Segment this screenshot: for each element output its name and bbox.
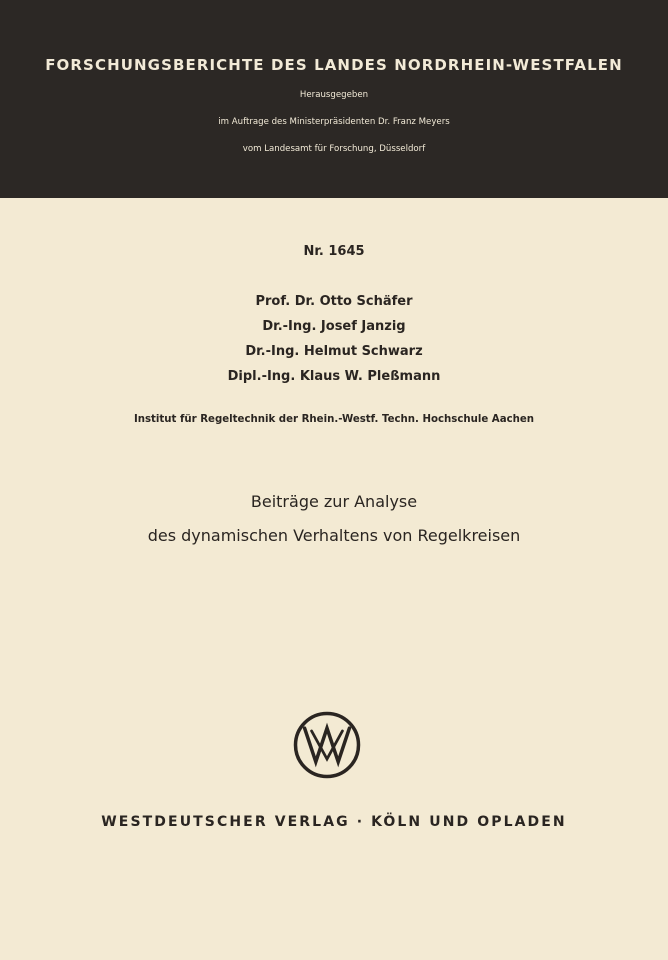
title-line-2: des dynamischen Verhaltens von Regelkreisen <box>147 526 521 545</box>
author-2: Dr.-Ing. Josef Janzig <box>262 319 406 334</box>
editor-line-1: Herausgegeben <box>299 90 369 100</box>
author-3: Dr.-Ing. Helmut Schwarz <box>245 344 423 359</box>
author-4: Dipl.-Ing. Klaus W. Pleßmann <box>227 369 441 384</box>
title-line-1: Beiträge zur Analyse <box>250 492 418 511</box>
series-header-band <box>0 0 668 198</box>
report-number: Nr. 1645 <box>303 244 365 259</box>
series-title: FORSCHUNGSBERICHTE DES LANDES NORDRHEIN-WESTFALEN <box>45 56 623 74</box>
editor-line-2: im Auftrage des Ministerpräsidenten Dr. Franz Meyers <box>218 117 450 127</box>
institute: Institut für Regeltechnik der Rhein.-Westf. Techn. Hochschule Aachen <box>133 414 535 425</box>
author-1: Prof. Dr. Otto Schäfer <box>255 294 413 309</box>
author-list <box>0 289 668 389</box>
publisher-line: WESTDEUTSCHER VERLAG · KÖLN UND OPLADEN <box>101 814 567 830</box>
book-title <box>0 485 668 553</box>
editor-line-3: vom Landesamt für Forschung, Düsseldorf <box>242 144 426 154</box>
wv-logo-icon <box>292 710 362 780</box>
